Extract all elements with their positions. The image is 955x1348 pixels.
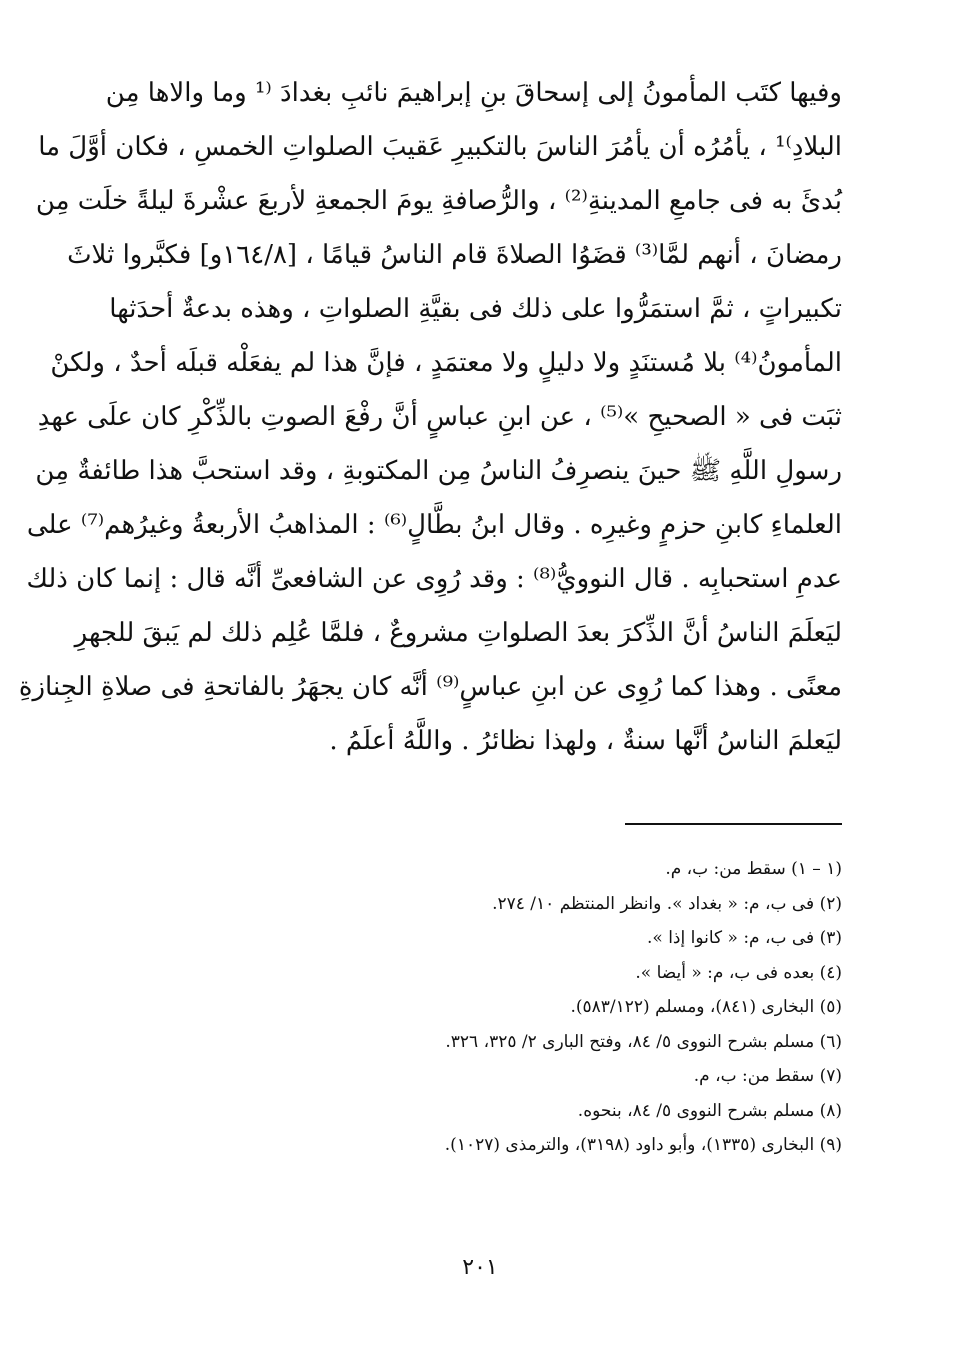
footnote: (٤) بعده فى ب، م: « أيضا ». [635,962,842,983]
footnote: (٣) فى ب، م: « كانوا إذا ». [646,928,842,948]
text-line: البلادِ⁾¹ ، يأمُرُه أن يأمُرَ الناسَ بالتكبيرِ عَقيبَ الصلواتِ الخمسِ ، فكان أوَّلَ ما [38,132,842,162]
text-line: عدمِ استحبابِه . قال النوويُّ⁽⁸⁾ : وقد رُوِى عن الشافعىِّ أنَّه قال : إنما كان ذلك [26,564,842,594]
text-line: بُدئَ به فى جامعِ المدينةِ⁽²⁾ ، والرُّصافةِ يومَ الجمعةِ لأربعَ عشْرةَ ليلةً خلَت مِن [35,186,842,216]
footnotes [200,852,842,1163]
text-line: معنًى . وهذا كما رُوِى عن ابنِ عباسٍ⁽⁹⁾ أنَّه كان يجهَرُ بالفاتحةِ فى صلاةِ الجِنازةِ [18,672,842,702]
main-text [18,66,842,768]
text-line: رسولِ اللَّهِ ﷺ حينَ ينصرِفُ الناسُ مِن المكتوبةِ ، وقد استحبَّ هذا طائفةٌ مِن [35,456,842,486]
text-line: ثبَت فى « الصحيحِ »⁽⁵⁾ ، عن ابنِ عباسٍ أنَّ رفْعَ الصوتِ بالذِّكْرِ كان علَى عهدِ [37,402,842,432]
footnote: (٨) مسلم بشرح النووى ٥/ ٨٤، بنحوه. [577,1100,842,1121]
text-line: وفيها كتَب المأمونُ إلى إسحاقَ بنِ إبراهيمَ نائبِ بغدادَ ⁽¹ وما والاها مِن [105,78,842,108]
footnote: (٥) البخارى (٨٤١)، ومسلم (٥٨٣/١٢٢). [570,997,842,1017]
text-line: ليَعلمَ الناسُ أنَّها سنةٌ ، ولهذا نظائرُ . واللَّهُ أعلَمُ . [329,726,842,756]
footnote-separator [625,823,842,825]
text-line: العلماءِ كابنِ حزمٍ وغيرِه . وقال ابنُ بطَّالٍ⁽⁶⁾ : المذاهبُ الأربعةُ وغيرُهم⁽⁷⁾ على [26,510,842,540]
text-line: تكبيراتٍ ، ثمَّ استمَرُّوا على ذلك فى بقيَّةِ الصلواتِ ، وهذه بدعةٌ أحدَثها [109,294,842,324]
page-number: ٢٠١ [462,1255,498,1280]
footnote: (١ – ١) سقط من: ب، م. [665,859,842,879]
footnote: (٦) مسلم بشرح النووى ٥/ ٨٤، وفتح البارى ٢/ ٣٢٥، ٣٢٦. [445,1031,842,1052]
text-line: رمضانَ ، أنهم لمَّا⁽³⁾ قضَوُا الصلاةَ قام الناسُ قيامًا ، [١٦٤/٨و] فكبَّروا ثلاثَ [67,240,842,270]
footnote: (٧) سقط من: ب، م. [693,1066,842,1086]
text-line: المأمونُ⁽⁴⁾ بلا مُستنَدٍ ولا دليلٍ ولا معتمَدٍ ، فإنَّ هذا لم يفعَلْه قبلَه أحدٌ ، ولكنْ [50,348,842,378]
footnote: (٢) فى ب، م: « بغداد ». وانظر المنتظم ١٠/ ٢٧٤. [492,893,842,914]
text-line: ليَعلَمَ الناسُ أنَّ الذِّكرَ بعدَ الصلواتِ مشروعٌ ، فلمَّا عُلِم ذلك لم يَبقَ للجهرِ [74,618,842,648]
footnote: (٩) البخارى (١٣٣٥)، وأبو داود (٣١٩٨)، والترمذى (١٠٢٧). [444,1135,842,1155]
